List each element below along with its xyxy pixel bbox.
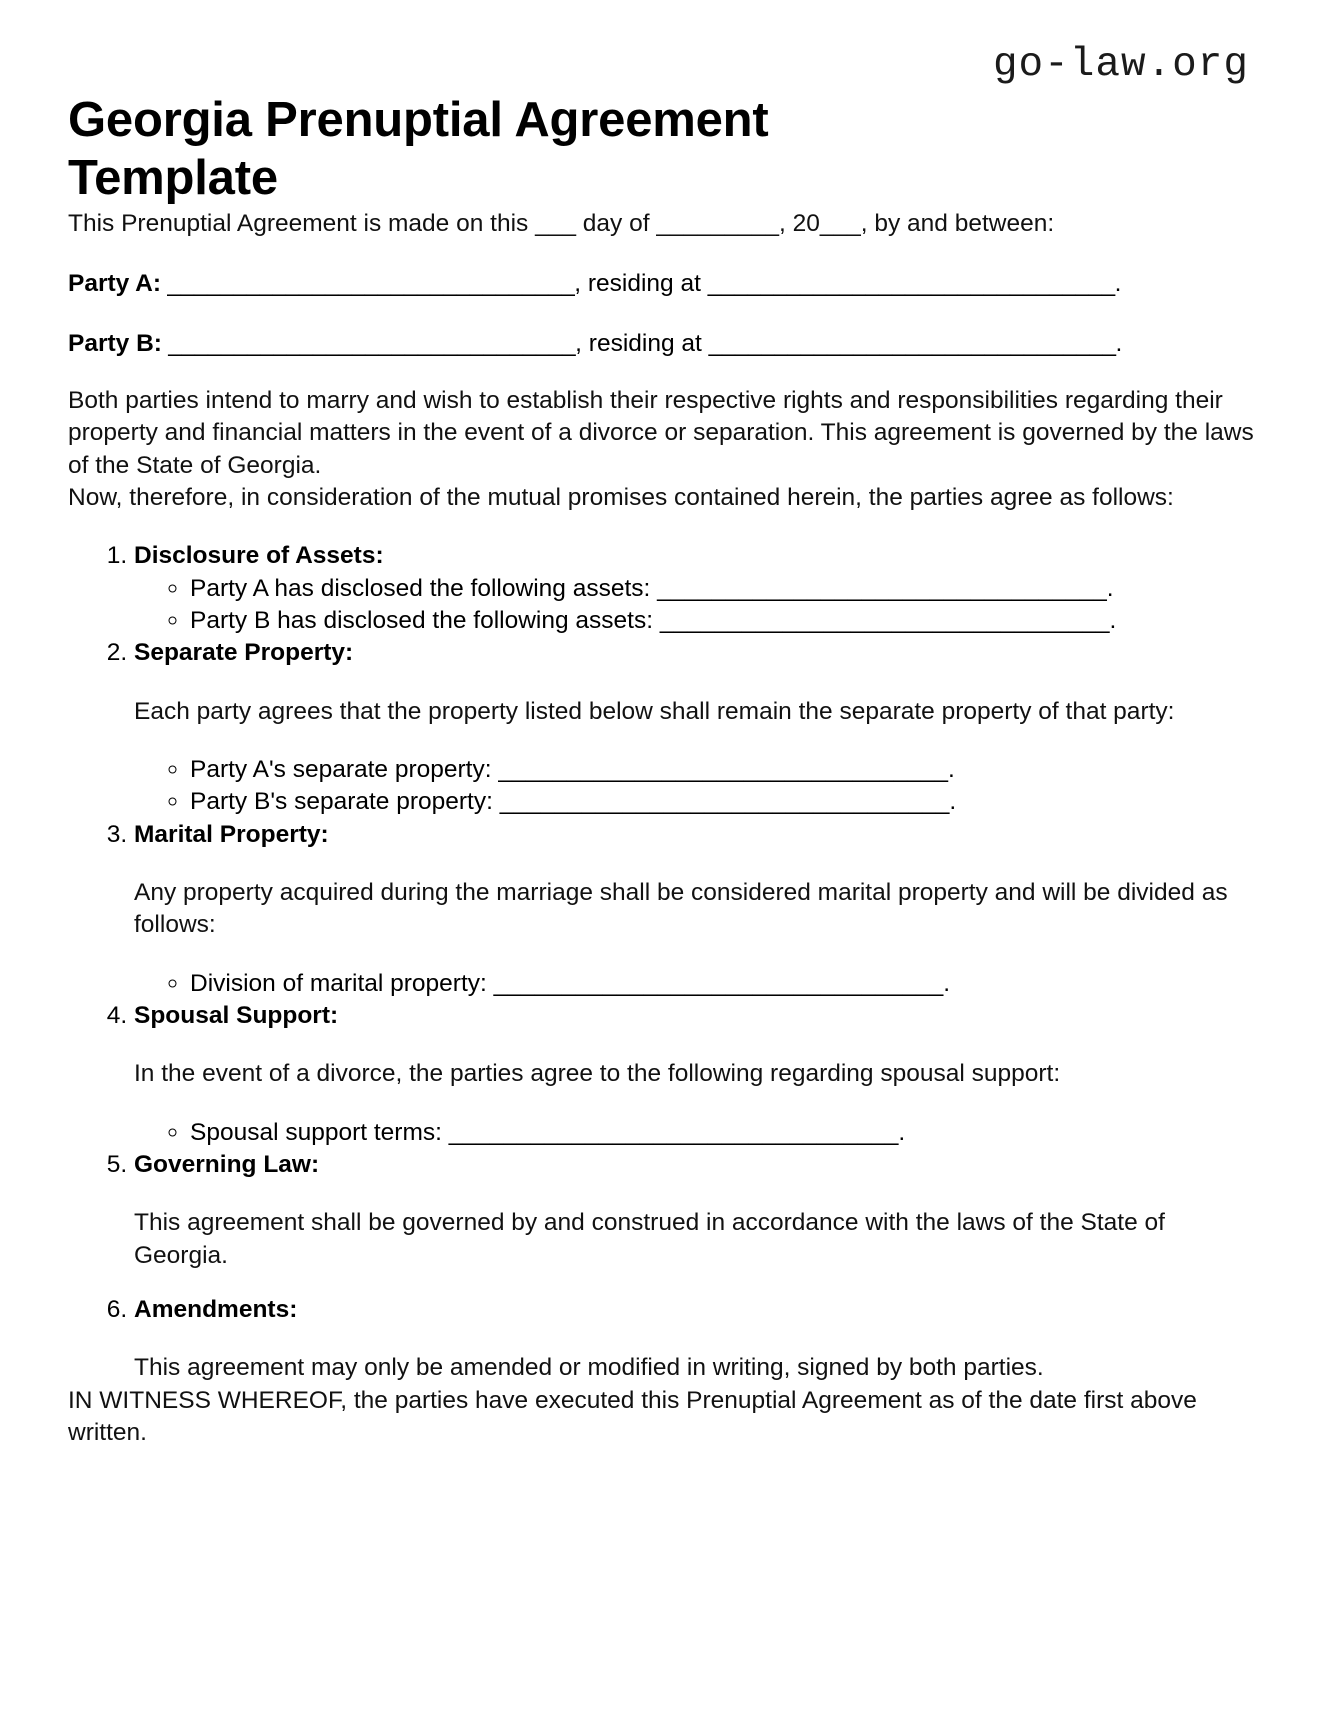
party-a-name-blank: _______________________________	[161, 269, 575, 297]
section-item-1	[134, 540, 1261, 637]
party-b-residing-text: , residing at	[575, 330, 709, 358]
party-a-address-blank: _______________________________.	[707, 269, 1121, 297]
section-heading-2: Separate Property:	[134, 639, 354, 667]
section-subitems-1	[134, 573, 1261, 638]
party-b-label: Party B:	[68, 330, 162, 358]
party-a-residing-text: , residing at	[574, 269, 708, 297]
section-heading-4: Spousal Support:	[134, 1002, 339, 1030]
consideration-paragraph: Now, therefore, in consideration of the mutual promises contained herein, the parties agree as follows:	[68, 484, 1174, 512]
party-a-line	[68, 268, 1261, 300]
section-body-4: In the event of a divorce, the parties agree to the following regarding spousal support:	[134, 1060, 1061, 1088]
site-logo: go-law.org	[992, 42, 1249, 88]
section-item-2	[134, 637, 1261, 818]
section-body-3: Any property acquired during the marriage shall be considered marital property and will be divided as follows:	[134, 879, 1228, 939]
section-heading-3: Marital Property:	[134, 820, 329, 848]
section-subitems-3	[134, 968, 1261, 1000]
section-body-5: This agreement shall be governed by and construed in accordance with the laws of the State of Georgia.	[134, 1209, 1165, 1269]
section-subitems-2	[134, 754, 1261, 819]
page-title: Georgia Prenuptial Agreement Template	[68, 93, 769, 205]
party-b-name-blank: _______________________________	[161, 330, 576, 358]
party-b-line	[68, 328, 1261, 360]
intro-line: This Prenuptial Agreement is made on this ___ day of _________, 20___, by and between:	[68, 209, 1055, 237]
section-heading-6: Amendments:	[134, 1296, 298, 1323]
sections-list	[68, 540, 1261, 1384]
party-b-address-blank: _______________________________.	[708, 330, 1122, 358]
intent-paragraph: Both parties intend to marry and wish to establish their respective rights and responsibilities regarding their property and financial matters in the event of a divorce or separation. This agreement is governed by the laws of the State of Georgia.	[68, 387, 1254, 479]
section-heading-5: Governing Law:	[134, 1151, 320, 1179]
closing-paragraph: IN WITNESS WHEREOF, the parties have executed this Prenuptial Agreement as of the date first above written.	[68, 1386, 1197, 1446]
section-item-6	[134, 1294, 1261, 1385]
list-item: ◦ Party A's separate property: _________________________________.	[190, 754, 1261, 786]
party-a-label: Party A:	[68, 269, 162, 297]
section-body-2: Each party agrees that the property listed below shall remain the separate property of that party:	[134, 697, 1175, 725]
section-item-3	[134, 819, 1261, 1000]
list-item: ◦ Party A has disclosed the following assets: _________________________________.	[190, 573, 1261, 605]
section-body-6: This agreement may only be amended or modified in writing, signed by both parties.	[134, 1354, 1044, 1382]
list-item: ◦ Division of marital property: _________________________________.	[190, 968, 1261, 1000]
section-item-4	[134, 1000, 1261, 1149]
section-subitems-4	[134, 1117, 1261, 1149]
list-item: ◦ Spousal support terms: _________________________________.	[190, 1117, 1261, 1149]
list-item: ◦ Party B has disclosed the following assets: _________________________________.	[190, 605, 1261, 637]
list-item: ◦ Party B's separate property: _________________________________.	[190, 786, 1261, 818]
section-item-5	[134, 1149, 1261, 1272]
site-logo-row	[68, 0, 1261, 86]
section-heading-1: Disclosure of Assets:	[134, 542, 384, 570]
